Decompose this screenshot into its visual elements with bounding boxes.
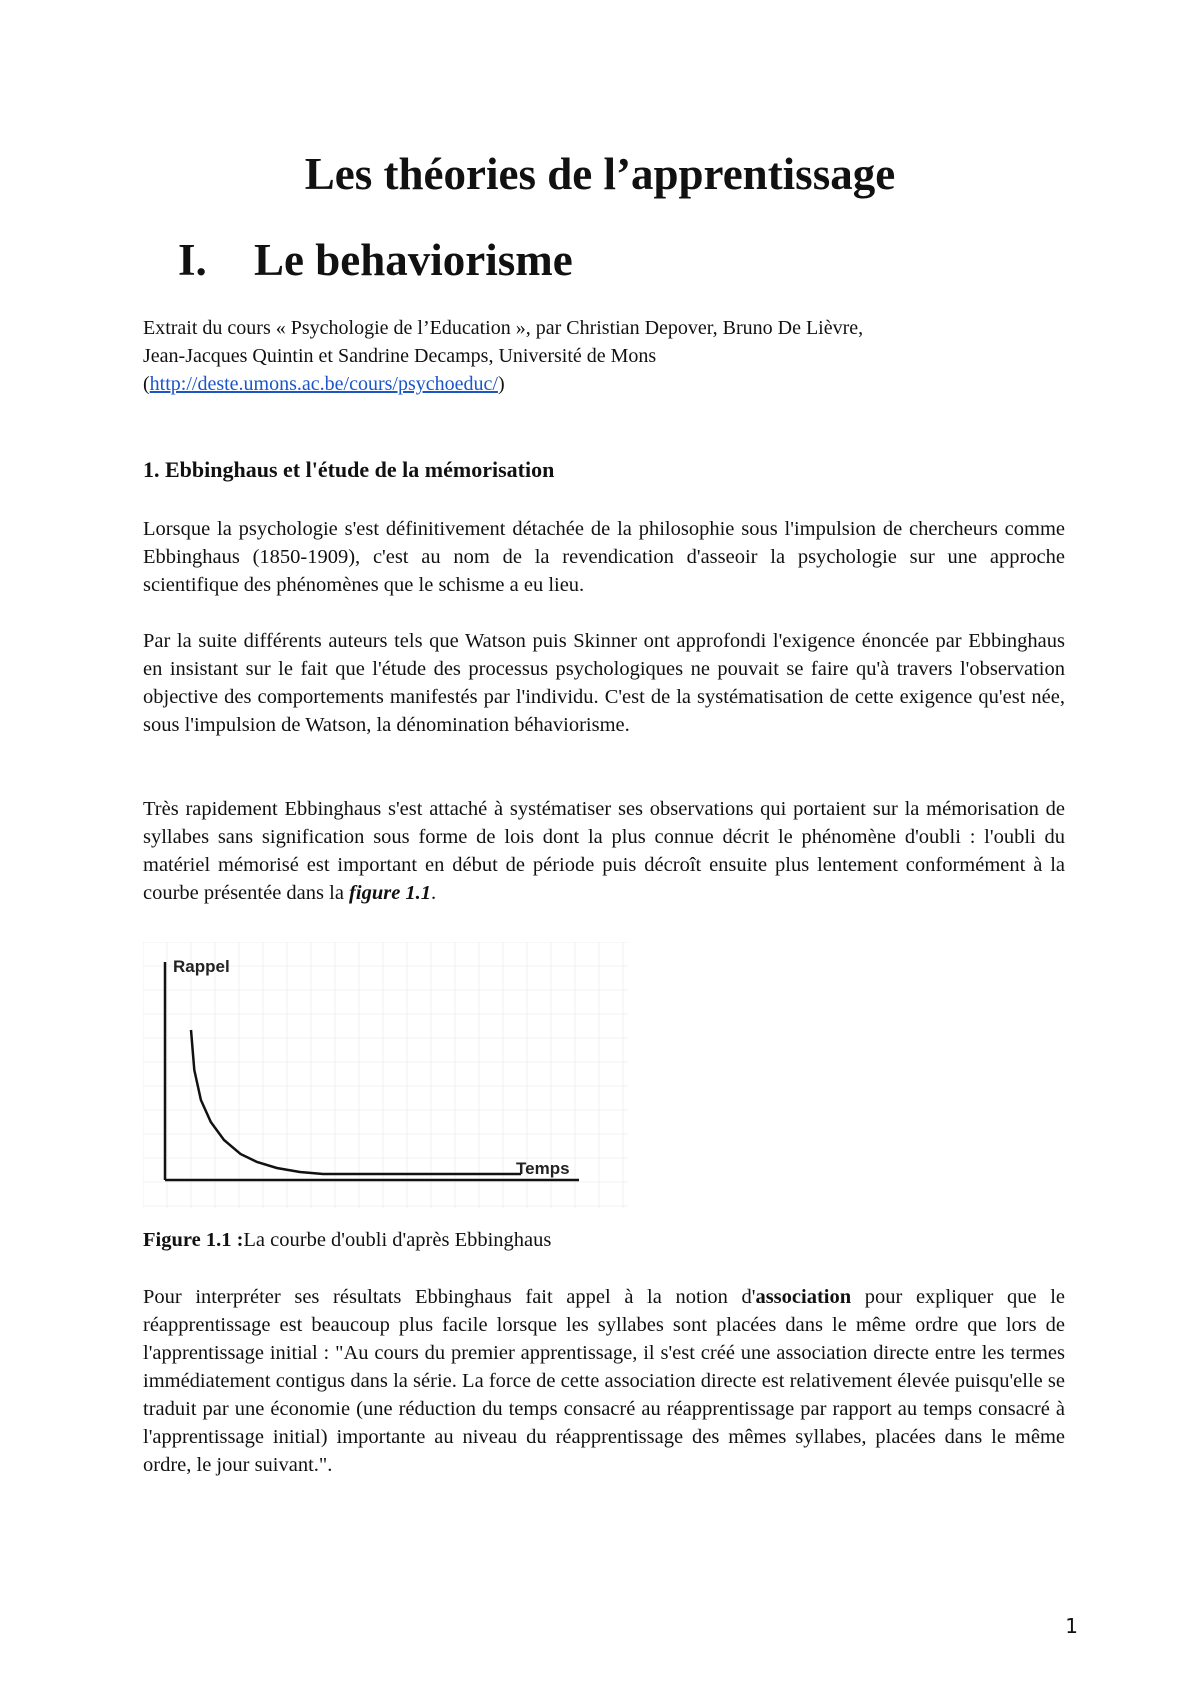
paragraph-4-after: pour expliquer que le réapprentissage est beaucoup plus facile lorsque les syllabes sont placées dans le même ordre que lors de l'apprentissage initial : "Au cours du premier apprentissage, il s'est créé une association directe entre les termes immédiatement contigus dans la série. La force de cette association directe est relativement élevée puisqu'elle se traduit par une économie (une réduction du temps consacré au réapprentissage par rapport au temps consacré à l'apprentissage initial) importante au niveau du réapprentissage des mêmes syllabes, placées dans le même ordre, le jour suivant.". <box>143 1286 1066 1476</box>
paragraph-3 <box>143 795 1065 907</box>
figure-caption <box>143 1226 551 1254</box>
paragraph-4-before: Pour interpréter ses résultats Ebbinghaus fait appel à la notion d' <box>143 1286 756 1308</box>
paragraph-2: Par la suite différents auteurs tels que Watson puis Skinner ont approfondi l'exigence énoncée par Ebbinghaus en insistant sur le fait que l'étude des processus psychologiques ne pouvait se faire qu'à travers l'observation objective des comportements manifestés par l'individu. C'est de la systématisation de cette exigence qu'est née, sous l'impulsion de Watson, la dénomination béhaviorisme. <box>143 630 1065 736</box>
paragraph-1: Lorsque la psychologie s'est définitivement détachée de la philosophie sous l'impulsion de chercheurs comme Ebbinghaus (1850-1909), c'est au nom de la revendication d'asseoir la psychologie sur une approche scientifique des phénomènes que le schisme a eu lieu. <box>143 518 1065 596</box>
forgetting-curve-chart <box>143 942 628 1208</box>
section-heading <box>178 232 573 288</box>
course-link[interactable]: http://deste.umons.ac.be/cours/psychoeduc/ <box>149 373 498 395</box>
link-open-paren: ( <box>143 373 150 395</box>
page-number: 1 <box>1065 1614 1078 1638</box>
link-close-paren: ) <box>497 373 505 395</box>
source-citation <box>143 314 1073 398</box>
forgetting-curve-figure <box>143 942 628 1208</box>
section-number: I. <box>178 235 207 285</box>
source-line-1: Extrait du cours « Psychologie de l’Education », par Christian Depover, Bruno De Lièvre, <box>143 317 864 339</box>
association-term: association <box>755 1286 852 1308</box>
figure-reference: figure 1.1 <box>349 882 432 904</box>
x-axis-label: Temps <box>516 1159 570 1178</box>
caption-text: La courbe d'oubli d'après Ebbinghaus <box>243 1229 552 1251</box>
section-title: Le behaviorisme <box>254 235 573 285</box>
paragraph-3-end: . <box>431 882 437 904</box>
document-title: Les théories de l’apprentissage <box>304 149 896 199</box>
paragraph-4 <box>143 1283 1065 1479</box>
source-line-2: Jean-Jacques Quintin et Sandrine Decamps, Université de Mons <box>143 345 657 367</box>
forgetting-curve-line <box>191 1030 521 1174</box>
paragraph-3-text: Très rapidement Ebbinghaus s'est attaché à systématiser ses observations qui portaient sur la mémorisation de syllabes sans signification sous forme de lois dont la plus connue décrit le phénomène d'oubli : l'oubli du matériel mémorisé est important en début de période puis décroît ensuite plus lentement conformément à la courbe présentée dans la <box>143 798 1065 904</box>
subsection-heading: 1. Ebbinghaus et l'étude de la mémorisation <box>143 457 555 482</box>
y-axis-label: Rappel <box>173 957 230 976</box>
caption-label: Figure 1.1 : <box>143 1229 244 1251</box>
